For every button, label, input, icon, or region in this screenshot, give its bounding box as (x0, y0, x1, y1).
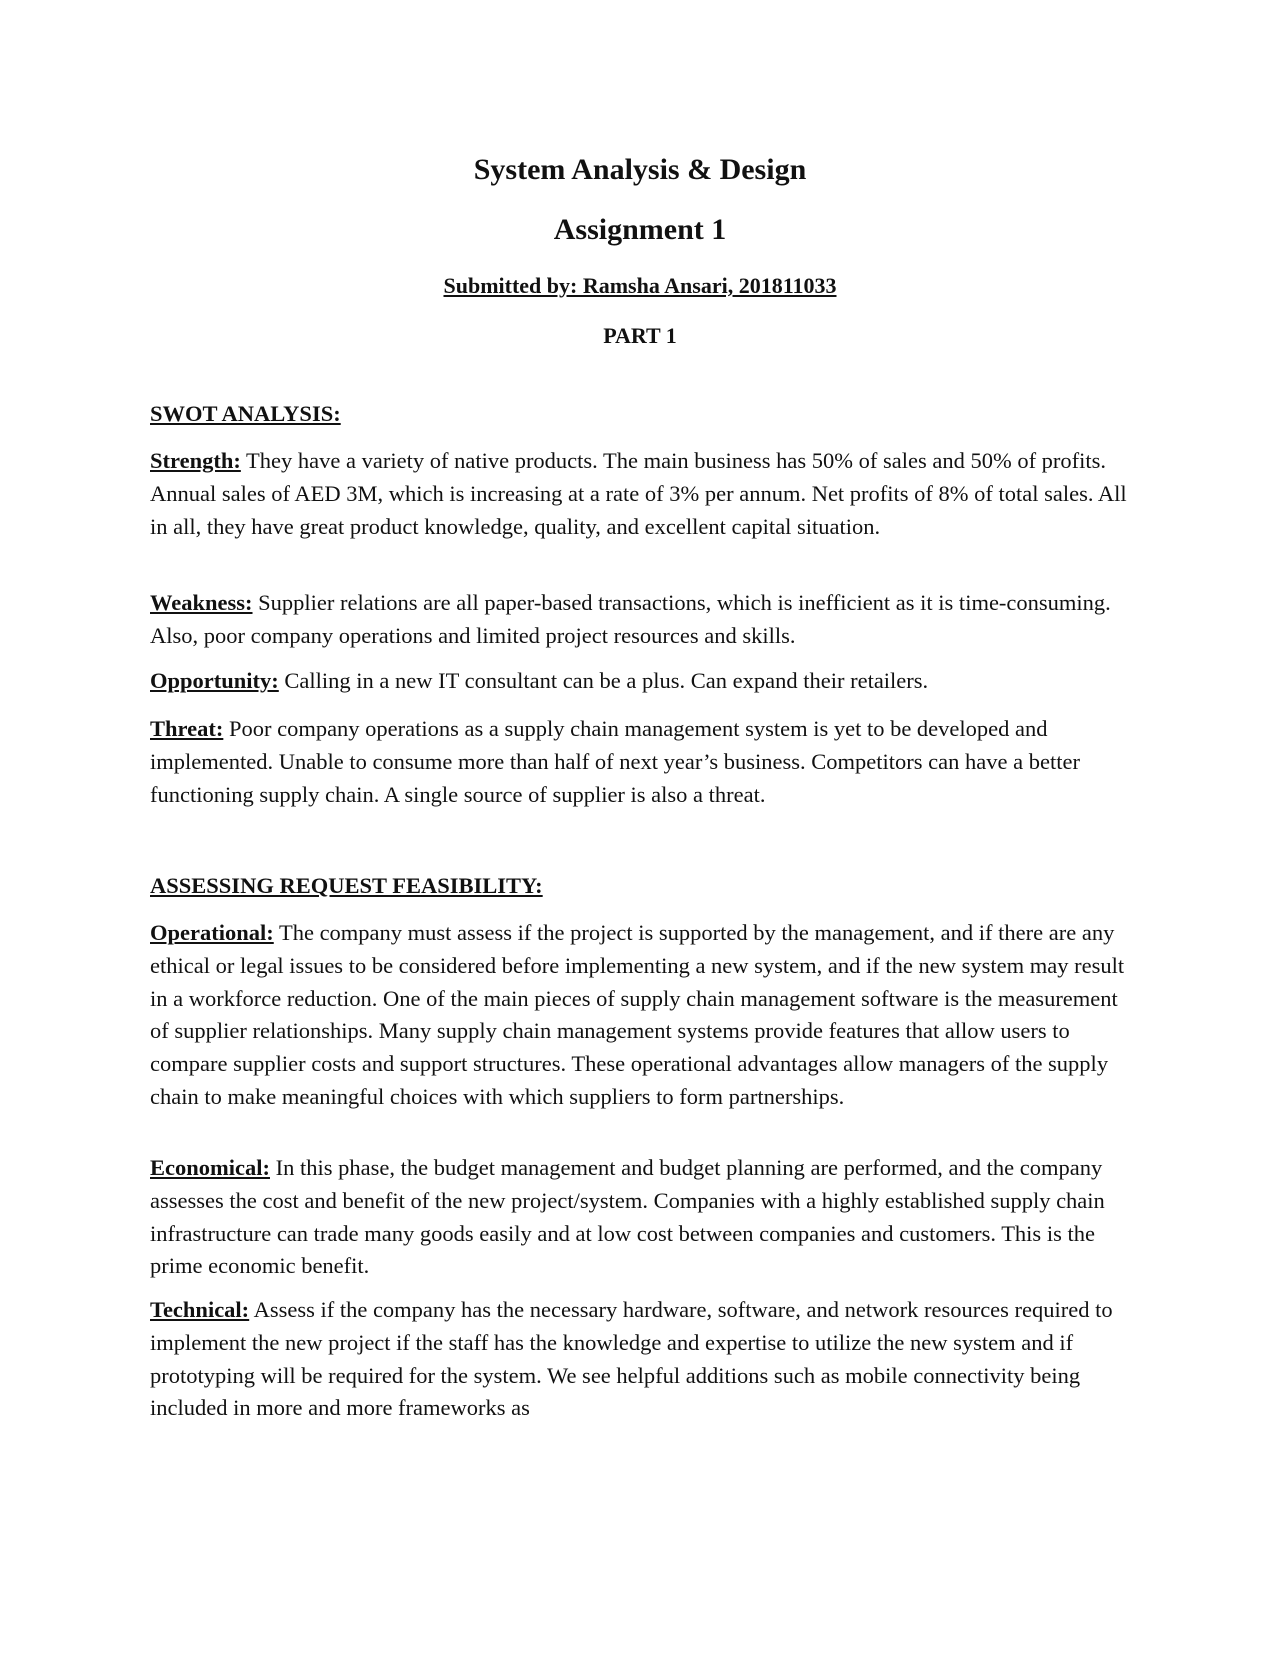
feasibility-economical (150, 1152, 1130, 1283)
part-label: PART 1 (603, 323, 677, 348)
threat-label: Threat: (150, 716, 224, 741)
operational-text: The company must assess if the project is supported by the management, and if there are any ethical or legal issues to be considered before implementing a new system, and if the new system may result in a workforce reduction. One of the main pieces of supply chain management software is the measurement of supplier relationships. Many supply chain management systems provide features that allow users to compare supplier costs and support structures. These operational advantages allow managers of the supply chain to make meaningful choices with which suppliers to form partnerships. (150, 920, 1125, 1109)
opportunity-text: Calling in a new IT consultant can be a plus. Can expand their retailers. (278, 668, 929, 693)
opportunity-label: Opportunity: (150, 668, 279, 693)
strength-label: Strength: (150, 448, 241, 473)
operational-label: Operational: (150, 920, 274, 945)
paragraph-weakness (150, 587, 1130, 653)
technical-text: Assess if the company has the necessary hardware, software, and network resources required to implement the new project if the staff has the knowledge and expertise to utilize the new system and if prototyping will be required for the system. We see helpful additions such as mobile connectivity being included in more and more frameworks as (150, 1297, 1113, 1421)
paragraph-economical (150, 1152, 1130, 1283)
feasibility-section (150, 870, 1130, 903)
feasibility-heading: ASSESSING REQUEST FEASIBILITY: (150, 873, 543, 898)
swot-weakness (150, 587, 1130, 653)
weakness-label: Weakness: (150, 590, 253, 615)
assignment-title: Assignment 1 (553, 213, 727, 246)
swot-threat (150, 713, 1130, 811)
document-title: System Analysis & Design (473, 153, 807, 186)
swot-section (150, 398, 1130, 431)
technical-label: Technical: (150, 1297, 250, 1322)
paragraph-threat (150, 713, 1130, 811)
submitted-by: Submitted by: Ramsha Ansari, 201811033 (443, 273, 837, 298)
swot-opportunity (150, 665, 1130, 698)
feasibility-technical (150, 1294, 1130, 1425)
feasibility-operational (150, 917, 1130, 1114)
swot-heading: SWOT ANALYSIS: (150, 401, 341, 426)
economical-label: Economical: (150, 1155, 270, 1180)
threat-text: Poor company operations as a supply chain management system is yet to be developed and implemented. Unable to consume more than half of next year’s business. Competitors can have a better functioning supply chain. A single source of supplier is also a threat. (150, 716, 1080, 807)
weakness-text: Supplier relations are all paper-based transactions, which is inefficient as it is time-consuming. Also, poor company operations and limited project resources and skills. (150, 590, 1111, 648)
paragraph-opportunity (150, 665, 1130, 698)
paragraph-operational (150, 917, 1130, 1114)
economical-text: In this phase, the budget management and budget planning are performed, and the company assesses the cost and benefit of the new project/system. Companies with a highly established supply chain infrastructure can trade many goods easily and at low cost between companies and customers. This is the prime economic benefit. (150, 1155, 1105, 1279)
strength-text: They have a variety of native products. The main business has 50% of sales and 50% of profits. Annual sales of AED 3M, which is increasing at a rate of 3% per annum. Net profits of 8% of total sales. All in all, they have great product knowledge, quality, and excellent capital situation. (150, 448, 1127, 539)
paragraph-technical (150, 1294, 1130, 1425)
swot-strength (150, 445, 1130, 543)
paragraph-strength (150, 445, 1130, 543)
